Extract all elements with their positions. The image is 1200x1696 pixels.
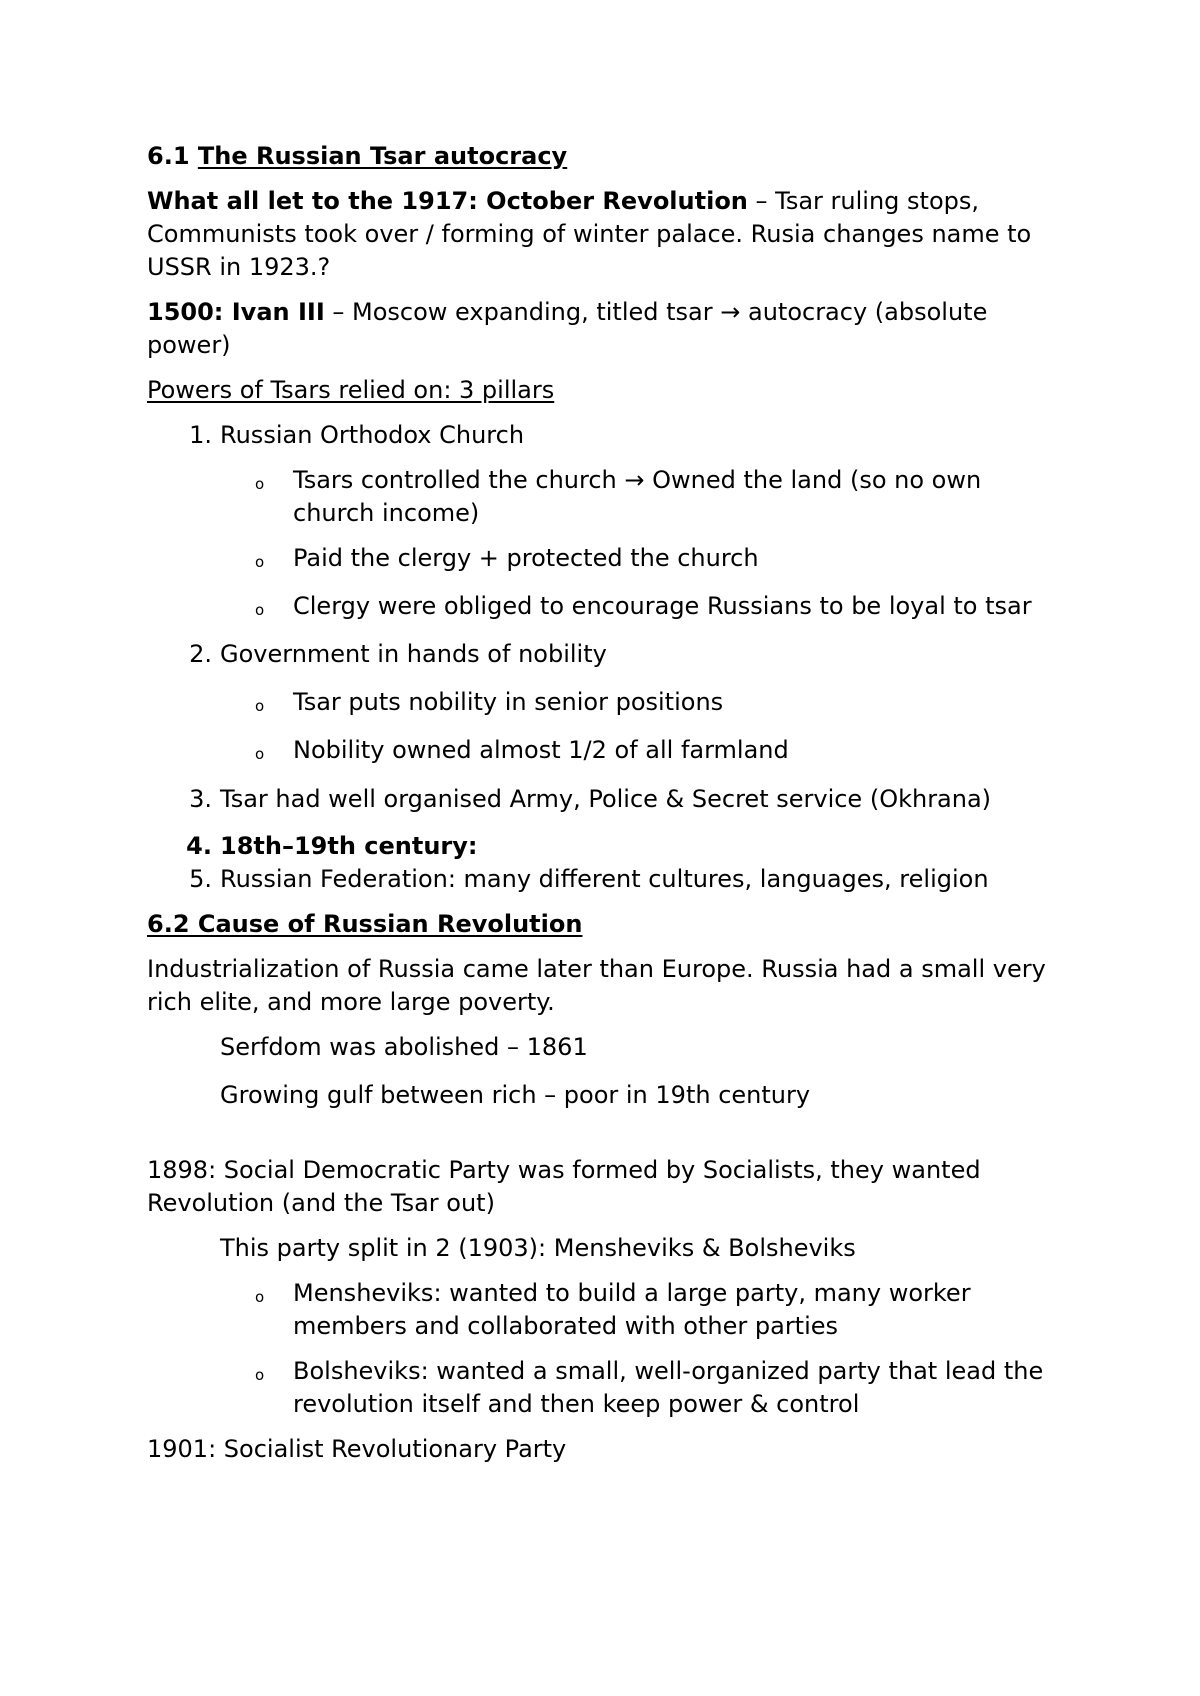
- bullet-item: [147, 464, 1067, 530]
- cause-para-line-2: rich elite, and more large poverty.: [147, 988, 555, 1016]
- srp-line: 1901: Socialist Revolutionary Party: [147, 1435, 567, 1463]
- bullet-text-cont: church income): [293, 499, 480, 527]
- bullet-item-mensheviks: [147, 1277, 1067, 1343]
- gulf-line: Growing gulf between rich – poor in 19th century: [220, 1081, 811, 1109]
- section-title: The Russian Tsar autocracy: [197, 142, 568, 170]
- list-text: Tsar had well organised Army, Police & Secret service (Okhrana): [220, 785, 992, 813]
- list-number: 2.: [189, 640, 212, 668]
- pillars-heading: Powers of Tsars relied on: 3 pillars: [147, 376, 555, 404]
- party-split-line: This party split in 2 (1903): Mensheviks & Bolsheviks: [220, 1234, 856, 1262]
- bullet-icon: o: [255, 601, 265, 619]
- bullet-item: [147, 542, 1067, 575]
- bullet-text: Nobility owned almost 1/2 of all farmland: [293, 736, 789, 764]
- list-item: [147, 419, 1067, 452]
- section-6-2-heading: 6.2 Cause of Russian Revolution: [147, 910, 583, 938]
- list-item: [147, 783, 1067, 816]
- list-number: 1.: [189, 421, 212, 449]
- list-text: Russian Orthodox Church: [220, 421, 525, 449]
- bullet-icon: o: [255, 1288, 265, 1306]
- section-number: 6.1: [147, 142, 190, 170]
- bullet-icon: o: [255, 553, 265, 571]
- bullet-text: Bolsheviks: wanted a small, well-organized party that lead the: [293, 1357, 1044, 1385]
- bullet-icon: o: [255, 697, 265, 715]
- list-item: [147, 830, 1067, 863]
- list-item: [147, 638, 1067, 671]
- intro-line-1: [147, 185, 979, 218]
- ivan-rest: – Moscow expanding, titled tsar → autocracy (absolute: [324, 298, 988, 326]
- bullet-text: Mensheviks: wanted to build a large party, many worker: [293, 1279, 971, 1307]
- list-text: Government in hands of nobility: [220, 640, 607, 668]
- ivan-line-2: power): [147, 331, 231, 359]
- list-text: Russian Federation: many different cultures, languages, religion: [220, 865, 989, 893]
- bullet-item-bolsheviks: [147, 1355, 1067, 1421]
- section-6-1-heading: [147, 140, 567, 173]
- list-number: 5.: [189, 865, 212, 893]
- bullet-icon: o: [255, 745, 265, 763]
- list-number: 3.: [189, 785, 212, 813]
- intro-line-3: USSR in 1923.?: [147, 253, 331, 281]
- bullet-text-cont: revolution itself and then keep power & control: [293, 1390, 860, 1418]
- bullet-text: Paid the clergy + protected the church: [293, 544, 759, 572]
- bullet-icon: o: [255, 475, 265, 493]
- bullet-text: Tsar puts nobility in senior positions: [293, 688, 724, 716]
- bullet-item: [147, 590, 1067, 623]
- ivan-line-1: [147, 296, 987, 329]
- ivan-bold: 1500: Ivan III: [147, 298, 325, 326]
- bullet-icon: o: [255, 1366, 265, 1384]
- serfdom-line: Serfdom was abolished – 1861: [220, 1033, 588, 1061]
- sdp-line-2: Revolution (and the Tsar out): [147, 1189, 495, 1217]
- bullet-item: [147, 686, 1067, 719]
- intro-bold: What all let to the 1917: October Revolution: [147, 187, 748, 215]
- cause-para-line-1: Industrialization of Russia came later than Europe. Russia had a small very: [147, 955, 1046, 983]
- bullet-text-cont: members and collaborated with other parties: [293, 1312, 839, 1340]
- bullet-text: Tsars controlled the church → Owned the land (so no own: [293, 466, 982, 494]
- bullet-text: Clergy were obliged to encourage Russians to be loyal to tsar: [293, 592, 1032, 620]
- list-item: [147, 863, 1067, 896]
- bullet-item: [147, 734, 1067, 767]
- intro-line-2: Communists took over / forming of winter palace. Rusia changes name to: [147, 220, 1032, 248]
- list-number: 4.: [186, 832, 212, 860]
- list-text: 18th–19th century:: [220, 832, 478, 860]
- sdp-line-1: 1898: Social Democratic Party was formed by Socialists, they wanted: [147, 1156, 981, 1184]
- intro-rest: – Tsar ruling stops,: [747, 187, 979, 215]
